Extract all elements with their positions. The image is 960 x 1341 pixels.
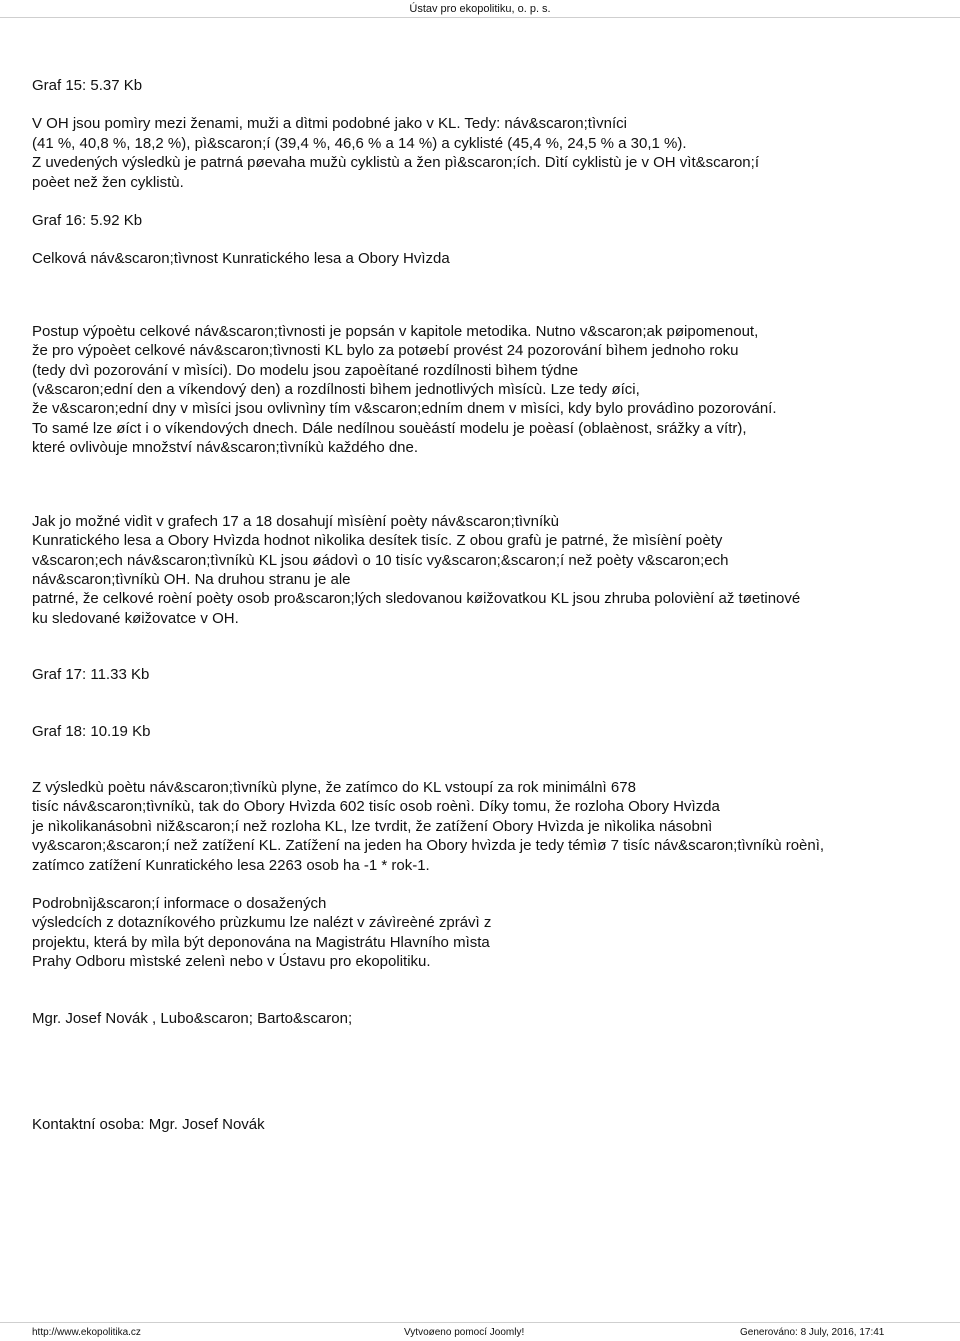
paragraph-results xyxy=(32,778,912,875)
paragraph-line: je nìkolikanásobnì niž&scaron;í než rozloha KL, lze tvrdit, že zatížení Obory Hvìzda je nìkolika násobnì xyxy=(32,817,713,835)
paragraph-line: ku sledované køižovatce v OH. xyxy=(32,609,239,627)
article-body xyxy=(32,76,912,1134)
paragraph-line: V OH jsou pomìry mezi ženami, muži a dìtmi podobné jako v KL. Tedy: náv&scaron;tìvníci xyxy=(32,115,627,133)
graf16-caption: Graf 16: 5.92 Kb xyxy=(32,212,143,230)
paragraph-methodology xyxy=(32,322,912,458)
authors: Mgr. Josef Novák , Lubo&scaron; Barto&scaron; xyxy=(32,1009,353,1027)
footer-generated-date: Generováno: 8 July, 2016, 17:41 xyxy=(740,1327,885,1338)
paragraph-line: Jak jo možné vidìt v grafech 17 a 18 dosahují mìsíèní poèty náv&scaron;tìvníkù xyxy=(32,512,559,530)
paragraph-line: Prahy Odboru mìstské zelenì nebo v Ústavu pro ekopolitiku. xyxy=(32,953,431,971)
paragraph-line: zatímco zatížení Kunratického lesa 2263 osob ha -1 * rok-1. xyxy=(32,856,430,874)
paragraph-line: tisíc náv&scaron;tìvníkù, tak do Obory Hvìzda 602 tisíc osob roènì. Díky tomu, že rozloha Obory Hvìzda xyxy=(32,798,720,816)
paragraph-line: (v&scaron;ední den a víkendový den) a rozdílnosti bìhem jednotlivých mìsícù. Lze tedy øíci, xyxy=(32,381,640,399)
paragraph-line: Z výsledkù poètu náv&scaron;tìvníkù plyne, že zatímco do KL vstoupí za rok minimálnì 678 xyxy=(32,778,636,796)
paragraph-monthly-counts xyxy=(32,512,912,628)
header-title: Ústav pro ekopolitiku, o. p. s. xyxy=(409,3,551,15)
footer-url-link[interactable]: http://www.ekopolitika.cz xyxy=(32,1327,141,1338)
paragraph-line: To samé lze øíct i o víkendových dnech. Dále nedílnou souèástí modelu je poèasí (oblaènost, srážky a vítr), xyxy=(32,419,747,437)
paragraph-line: Kunratického lesa a Obory Hvìzda hodnot nìkolika desítek tisíc. Z obou grafù je patrné, že mìsíèní poèty xyxy=(32,532,723,550)
graf18-caption: Graf 18: 10.19 Kb xyxy=(32,722,151,740)
footer-created-with: Vytvoøeno pomocí Joomly! xyxy=(404,1327,525,1338)
paragraph-line: patrné, že celkové roèní poèty osob pro&scaron;lých sledovanou køižovatkou KL jsou zhruba polovièní až tøetinové xyxy=(32,590,801,608)
contact-person: Kontaktní osoba: Mgr. Josef Novák xyxy=(32,1116,265,1133)
paragraph-line: výsledcích z dotazníkového prùzkumu lze nalézt v závìreèné zprávì z xyxy=(32,914,492,932)
graf17-caption: Graf 17: 11.33 Kb xyxy=(32,666,150,684)
paragraph-line: Postup výpoètu celkové náv&scaron;tìvnosti je popsán v kapitole metodika. Nutno v&scaron;ak pøipomenout, xyxy=(32,322,759,340)
paragraph-line: Podrobnìj&scaron;í informace o dosažených xyxy=(32,894,327,912)
graf15-caption: Graf 15: 5.37 Kb xyxy=(32,77,143,94)
paragraph-line: projektu, která by mìla být deponována na Magistrátu Hlavního mìsta xyxy=(32,933,490,951)
paragraph-line: které ovlivòuje množství náv&scaron;tìvníkù každého dne. xyxy=(32,439,419,457)
section-heading: Celková náv&scaron;tìvnost Kunratického lesa a Obory Hvìzda xyxy=(32,250,450,268)
page-header xyxy=(0,0,960,18)
paragraph-line: poèet než žen cyklistù. xyxy=(32,173,184,191)
paragraph-line: vy&scaron;&scaron;í než zatížení KL. Zatížení na jeden ha Obory hvìzda je tedy témìø 7 tisíc náv&scaron;tìvníkù roènì, xyxy=(32,837,825,855)
paragraph-line: že v&scaron;ední dny v mìsíci jsou ovlivnìny tím v&scaron;edním dnem v mìsíci, kdy bylo provádìno pozorování. xyxy=(32,400,777,418)
paragraph-line: Z uvedených výsledkù je patrná pøevaha mužù cyklistù a žen pì&scaron;ích. Dìtí cyklistù je v OH vìt&scaron;í xyxy=(32,154,759,172)
paragraph-line: v&scaron;ech náv&scaron;tìvníkù KL jsou øádovì o 10 tisíc vy&scaron;&scaron;í než poèty v&scaron;ech xyxy=(32,551,729,569)
paragraph-line: (tedy dvì pozorování v mìsíci). Do modelu jsou zapoèítané rozdílnosti bìhem týdne xyxy=(32,361,579,379)
paragraph-line: (41 %, 40,8 %, 18,2 %), pì&scaron;í (39,4 %, 46,6 % a 14 %) a cyklisté (45,4 %, 24,5 % a 30,1 %). xyxy=(32,134,687,152)
paragraph-line: že pro výpoèet celkové náv&scaron;tìvnosti KL bylo za potøebí provést 24 pozorování bìhem jednoho roku xyxy=(32,342,739,360)
paragraph-line: náv&scaron;tìvníkù OH. Na druhou stranu je ale xyxy=(32,570,351,588)
page-footer xyxy=(0,1322,960,1341)
paragraph-composition xyxy=(32,114,912,192)
paragraph-more-info xyxy=(32,894,912,972)
